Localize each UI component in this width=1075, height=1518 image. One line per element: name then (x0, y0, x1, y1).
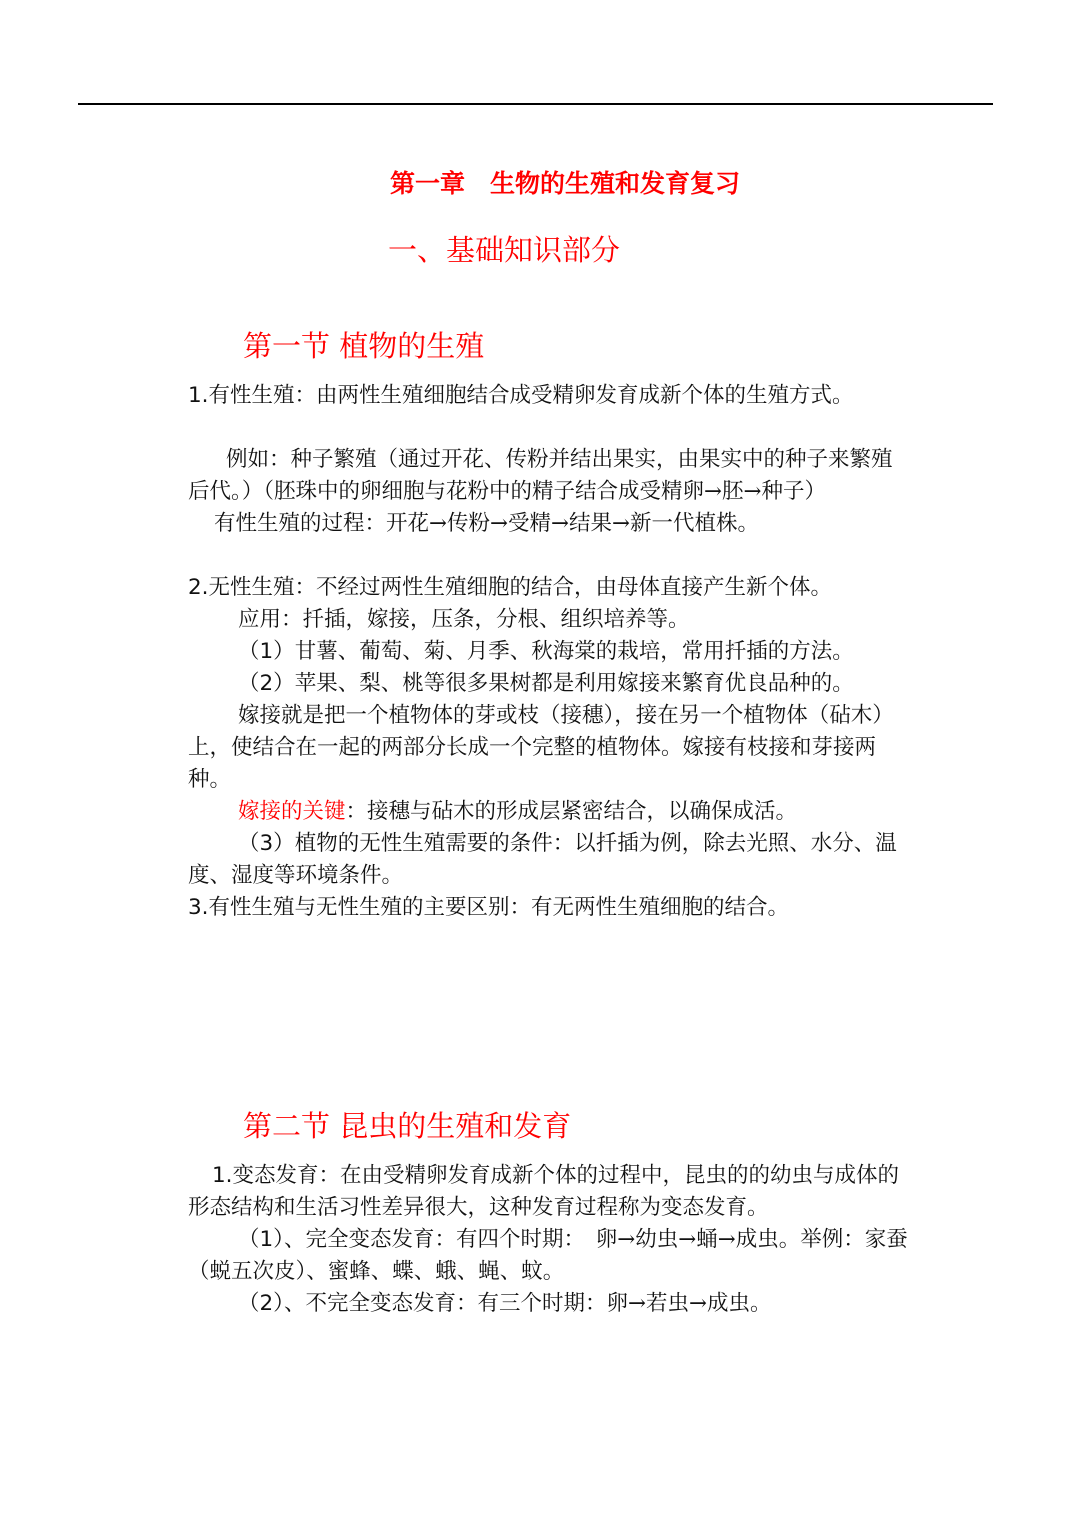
paragraph-example: 例如：种子繁殖（通过开花、传粉并结出果实，由果实中的种子来繁殖后代。）（胚珠中的卵细胞与花粉中的精子结合成受精卵→胚→种子） (188, 447, 893, 504)
header-rule (78, 103, 993, 105)
graft-key-label: 嫁接的关键 (238, 799, 346, 824)
list-item-3: （3）植物的无性生殖需要的条件：以扦插为例，除去光照、水分、温度、湿度等环境条件。 (188, 831, 897, 888)
paragraph-main-difference: 3.有性生殖与无性生殖的主要区别：有无两性生殖细胞的结合。 (188, 895, 790, 920)
paragraph-application: 应用：扦插，嫁接，压条，分根、组织培养等。 (238, 607, 690, 632)
section-1-body (188, 380, 908, 924)
section-heading-2: 第二节 昆虫的生殖和发育 (243, 1109, 572, 1143)
chapter-title: 第一章 生物的生殖和发育复习 (389, 169, 740, 198)
list-item-1: （1）甘薯、葡萄、菊、月季、秋海棠的栽培，常用扦插的方法。 (238, 639, 854, 664)
list-item-2: （2）苹果、梨、桃等很多果树都是利用嫁接来繁育优良品种的。 (238, 671, 854, 696)
part-heading: 一、基础知识部分 (388, 233, 621, 267)
list-item-complete-metamorphosis: （1）、完全变态发育：有四个时期： 卵→幼虫→蛹→成虫。举例：家蚕（蜕五次皮）、蜜蜂、蝶、蛾、蝇、蚊。 (188, 1227, 908, 1284)
paragraph-asexual-reproduction: 2.无性生殖：不经过两性生殖细胞的结合，由母体直接产生新个体。 (188, 575, 833, 600)
paragraph-graft-key: 嫁接的关键：接穗与砧木的形成层紧密结合，以确保成活。 (238, 799, 798, 824)
section-2-body (188, 1160, 908, 1320)
paragraph-metamorphosis: 1.变态发育：在由受精卵发育成新个体的过程中，昆虫的的幼虫与成体的形态结构和生活习性差异很大，这种发育过程称为变态发育。 (188, 1163, 900, 1220)
paragraph-graft-definition: 嫁接就是把一个植物体的芽或枝（接穗），接在另一个植物体（砧木）上，使结合在一起的两部分长成一个完整的植物体。嫁接有枝接和芽接两种。 (188, 703, 894, 792)
paragraph-process: 有性生殖的过程：开花→传粉→受精→结果→新一代植株。 (214, 511, 760, 536)
section-heading-1: 第一节 植物的生殖 (243, 329, 485, 363)
paragraph-sexual-reproduction: 1.有性生殖：由两性生殖细胞结合成受精卵发育成新个体的生殖方式。 (188, 383, 854, 408)
list-item-incomplete-metamorphosis: （2）、不完全变态发育：有三个时期：卵→若虫→成虫。 (238, 1291, 772, 1316)
